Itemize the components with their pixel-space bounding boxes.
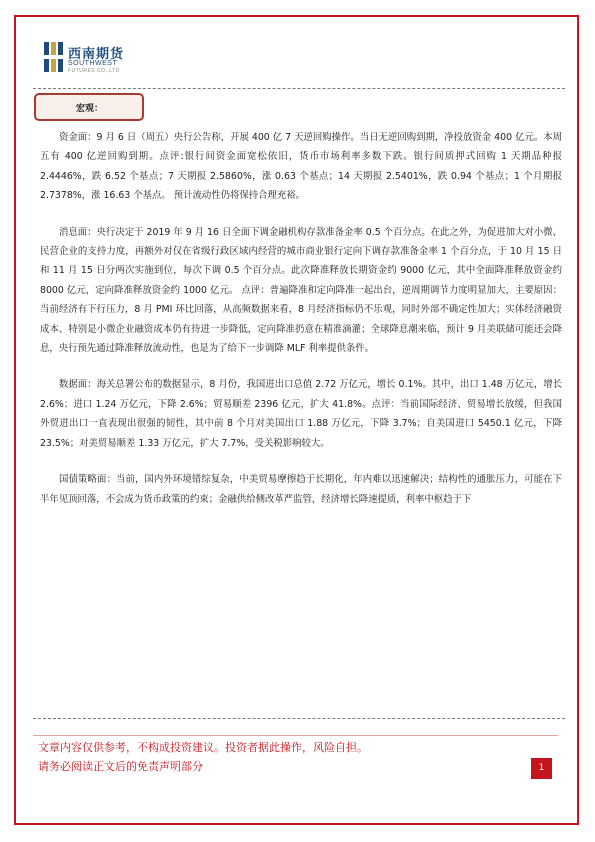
disclaimer-line-2: 请务必阅读正文后的免责声明部分 [38,760,203,773]
footer-divider [33,718,565,719]
section-heading: 宏观： [76,104,104,114]
disclaimer [38,738,368,776]
paragraph-bond-strategy: 国债策略面：当前，国内外环境错综复杂，中美贸易摩擦趋于长期化，年内难以迅速解决；结构性的通胀压力，可能在下半年见顶回落，不会成为货币政策的约束；金融供给侧改革严监管，经济增长降速提质，利率中枢趋于下 [40,474,562,505]
logo-english-subname: FUTURES CO.,LTD [68,68,120,74]
logo-english-name: SOUTHWEST [68,60,118,67]
page-number: 1 [531,758,552,779]
paragraph-funding: 资金面：9 月 6 日（周五）央行公告称，开展 400 亿 7 天逆回购操作。当日无逆回购到期，净投放资金 400 亿元。本周五有 400 亿逆回购到期。点评:银行间资金面宽松依旧，货币市场利率多数下跌。银行间质押式回购 1 天期品种报 2.4446%，跌 6.52 个基点；7 天期报 2.5860%，涨 0.63 个基点；14 天期报 2.5401%，跌 0.94 个基点；1 个月期报 2.7378%，涨 16.63 个基点。 预计流动性仍将保持合理充裕。 [40,132,562,202]
logo-chinese-name: 西南期货 [68,47,125,62]
paragraph-data: 数据面：海关总署公布的数据显示，8 月份，我国进出口总值 2.72 万亿元，增长 0.1%。其中，出口 1.48 万亿元，增长 2.6%；进口 1.24 万亿元，下降 2.6%；贸易顺差 2396 亿元，扩大 41.8%。点评：当前国际经济、贸易增长放缓，但我国外贸进出口一直表现出很强的韧性，其中前 8 个月对美国出口 1.88 万亿元，下降 3.7%；自美国进口 5450.1 亿元，下降 23.5%；对美贸易顺差 1.33 万亿元，扩大 7.7%，受关税影响较大。 [40,379,562,449]
article-body [40,128,562,526]
disclaimer-line-1: 文章内容仅供参考，不构成投资建议。投资者据此操作，风险自担。 [38,741,368,754]
paragraph-news: 消息面：央行决定于 2019 年 9 月 16 日全面下调金融机构存款准备金率 0.5 个百分点。在此之外，为促进加大对小微、民营企业的支持力度，再额外对仅在省级行政区域内经营的城市商业银行定向下调存款准备金率 1 个百分点，于 10 月 15 日和 11 月 15 日分两次实施到位，每次下调 0.5 个百分点。此次降准释放长期资金约 9000 亿元，其中全面降准释放资金约 8000 亿元，定向降准释放资金约 1000 亿元。 点评：普遍降准和定向降准一起出台，逆周期调节力度明显加大，主要原因：当前经济有下行压力，8 月 PMI 环比回落，从高频数据来看，8 月经济指标仍不乐观，同时外部不确定性加大；实体经济融资成本、特别是小微企业融资成本仍有待进一步降低，定向降准扔意在精准滴灌；全球降息潮来临，预计 9 月美联储可能还会降息，央行预先通过降准释放流动性，也是为了给下一步调降 MLF 利率提供条件。 [40,226,562,355]
footer-red-rule [33,735,558,736]
